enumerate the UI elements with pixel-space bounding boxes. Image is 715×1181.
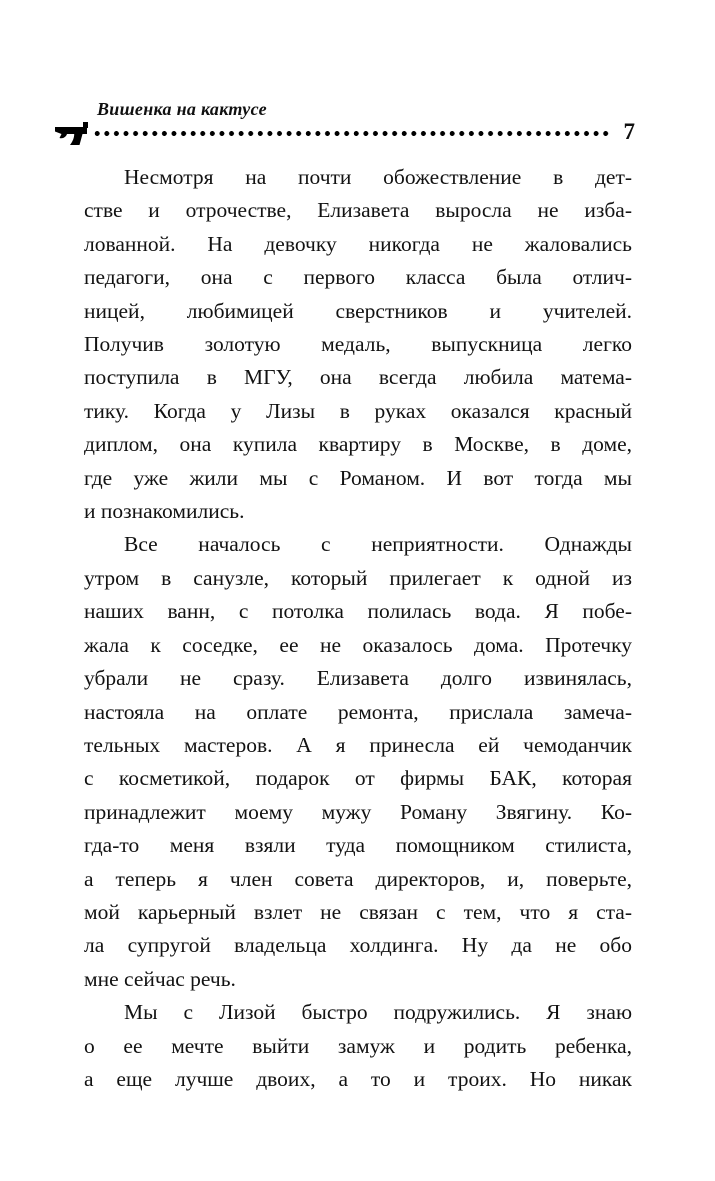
text-line: принадлежит моему мужу Роману Звягину. Ко- [84, 799, 632, 824]
text-line: тику. Когда у Лизы в руках оказался красный [84, 398, 632, 423]
text-line: педагоги, она с первого класса была отлич- [84, 265, 632, 290]
text-line: где уже жили мы с Романом. И вот тогда мы [84, 465, 632, 490]
header-rule-row [54, 118, 635, 148]
revolver-icon [54, 119, 92, 154]
text-line: гда-то меня взяли туда помощником стилиста, [84, 833, 632, 858]
text-line: Получив золотую медаль, выпускница легко [84, 332, 632, 357]
text-line: а еще лучше двоих, а то и троих. Но никак [84, 1066, 632, 1091]
text-line: ла супругой владельца холдинга. Ну да не обо [84, 933, 632, 958]
text-line: диплом, она купила квартиру в Москве, в доме, [84, 432, 632, 457]
paragraph [84, 528, 632, 996]
text-line: а теперь я член совета директоров, и, поверьте, [84, 866, 632, 891]
text-line: Все началось с неприятности. Однажды [124, 532, 632, 557]
text-line: утром в санузле, который прилегает к одной из [84, 565, 632, 590]
text-line: поступила в МГУ, она всегда любила матема- [84, 365, 632, 390]
text-line: тельных мастеров. А я принесла ей чемоданчик [84, 732, 632, 757]
text-line: о ее мечте выйти замуж и родить ребенка, [84, 1033, 632, 1058]
text-line: настояла на оплате ремонта, прислала замеча- [84, 699, 632, 724]
text-line: мой карьерный взлет не связан с тем, что я ста- [84, 899, 632, 924]
text-line: и познакомились. [84, 499, 245, 524]
text-line: стве и отрочестве, Елизавета выросла не изба- [84, 198, 632, 223]
text-line: наших ванн, с потолка полилась вода. Я побе- [84, 599, 632, 624]
text-line: жала к соседке, ее не оказалось дома. Протечку [84, 632, 632, 657]
text-line: лованной. На девочку никогда не жаловались [84, 231, 632, 256]
text-line: Несмотря на почти обожествление в дет- [124, 165, 632, 189]
text-line: с косметикой, подарок от фирмы БАК, которая [84, 766, 632, 791]
text-line: мне сейчас речь. [84, 966, 236, 991]
text-line: ницей, любимицей сверстников и учителей. [84, 298, 632, 323]
text-line: убрали не сразу. Елизавета долго извинялась, [84, 666, 632, 691]
text-line: Мы с Лизой быстро подружились. Я знаю [124, 1000, 632, 1025]
running-header-title: Вишенка на кактусе [97, 99, 267, 119]
paragraph [84, 996, 632, 1096]
dotted-rule [94, 130, 612, 137]
body-text [84, 161, 632, 1096]
paragraph [84, 161, 632, 528]
page-number: 7 [623, 118, 635, 144]
